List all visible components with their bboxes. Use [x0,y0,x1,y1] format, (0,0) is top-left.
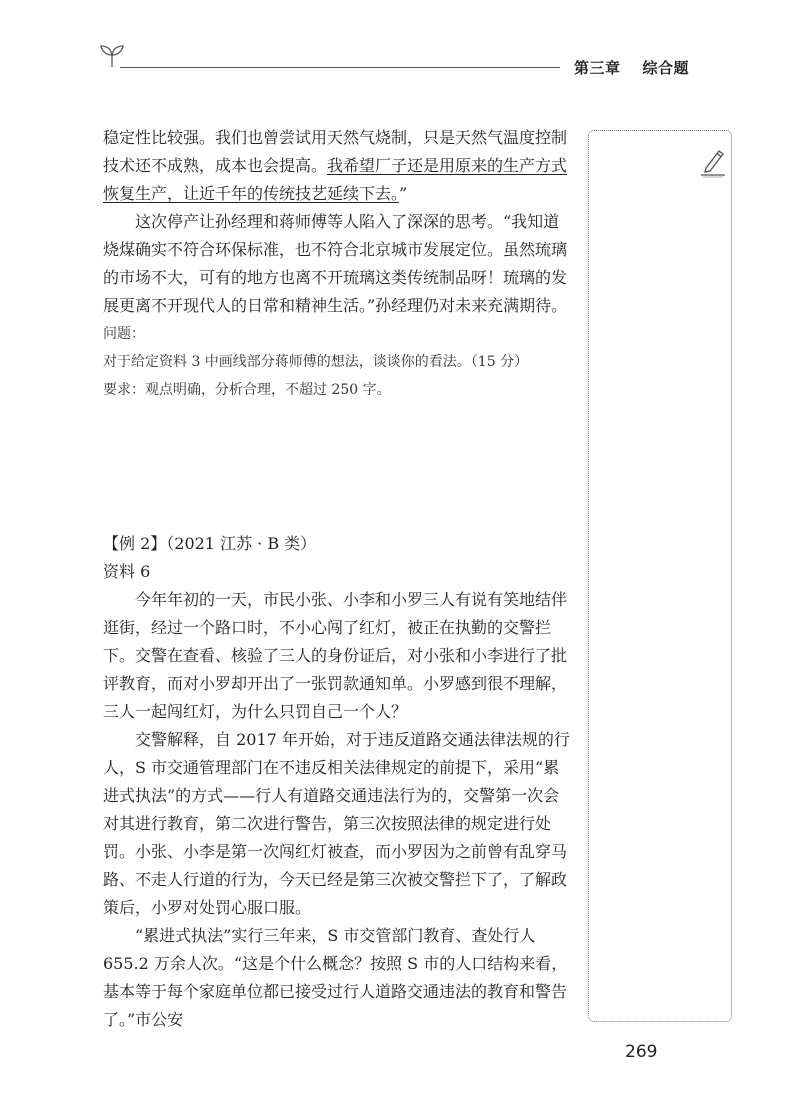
chapter-heading [574,57,689,78]
question-body: 对于给定资料 3 中画线部分蒋师傅的想法，谈谈你的看法。（15 分） [103,354,529,370]
paragraph-1 [103,124,575,208]
paragraph-1-text: 稳定性比较强。我们也曾尝试用天然气烧制，只是天然气温度控制技术还不成熟，成本也会提高。 [103,128,568,175]
material-label: 资料 6 [103,562,151,581]
sprout-icon [98,43,126,69]
notes-box [588,130,732,1022]
header-rule [120,67,560,68]
paragraph-5: “累进式执法”实行三年来，S 市交管部门教育、查处行人 655.2 万余人次。“这是个什么概念？按照 S 市的人口结构来看，基本等于每个家庭单位都已接受过行人道路交通违法的教育和警告了。”市公安 [103,926,568,1029]
page-number: 269 [625,1042,658,1062]
question-requirements: 要求：观点明确，分析合理，不超过 250 字。 [103,382,391,398]
chapter-label: 第三章 [574,59,621,77]
question-block [103,320,575,404]
main-text [103,124,575,1034]
question-label: 问题： [103,326,145,342]
chapter-title: 综合题 [642,59,690,77]
paragraph-3: 今年年初的一天，市民小张、小李和小罗三人有说有笑地结伴逛街，经过一个路口时，不小心闯了红灯，被正在执勤的交警拦下。交警在查看、核验了三人的身份证后，对小张和小李进行了批评教育，而对小罗却开出了一张罚款通知单。小罗感到很不理解，三人一起闯红灯，为什么只罚自己一个人？ [103,590,568,721]
underlined-passage: 我希望厂子还是用原来的生产方式恢复生产，让近千年的传统技艺延续下去。 [103,156,568,203]
paragraph-2: 这次停产让孙经理和蒋师傅等人陷入了深深的思考。“我知道烧煤确实不符合环保标准，也不符合北京城市发展定位。虽然琉璃的市场不大，可有的地方也离不开琉璃这类传统制品呀！琉璃的发展更离不开现代人的日常和精神生活。”孙经理仍对未来充满期待。 [103,212,568,315]
closing-quote: ” [399,184,408,203]
paragraph-4: 交警解释，自 2017 年开始，对于违反道路交通法律法规的行人，S 市交通管理部门在不违反相关法律规定的前提下，采用“累进式执法”的方式——行人有道路交通违法行为的，交警第一次会对其进行教育，第二次进行警告，第三次按照法律的规定进行处罚。小张、小李是第一次闯红灯被查，而小罗因为之前曾有乱穿马路、不走人行道的行为，今天已经是第三次被交警拦下了，了解政策后，小罗对处罚心服口服。 [103,730,570,917]
pencil-icon [700,146,726,178]
example-title: 【例 2】（2021 江苏 · B 类） [103,534,317,553]
